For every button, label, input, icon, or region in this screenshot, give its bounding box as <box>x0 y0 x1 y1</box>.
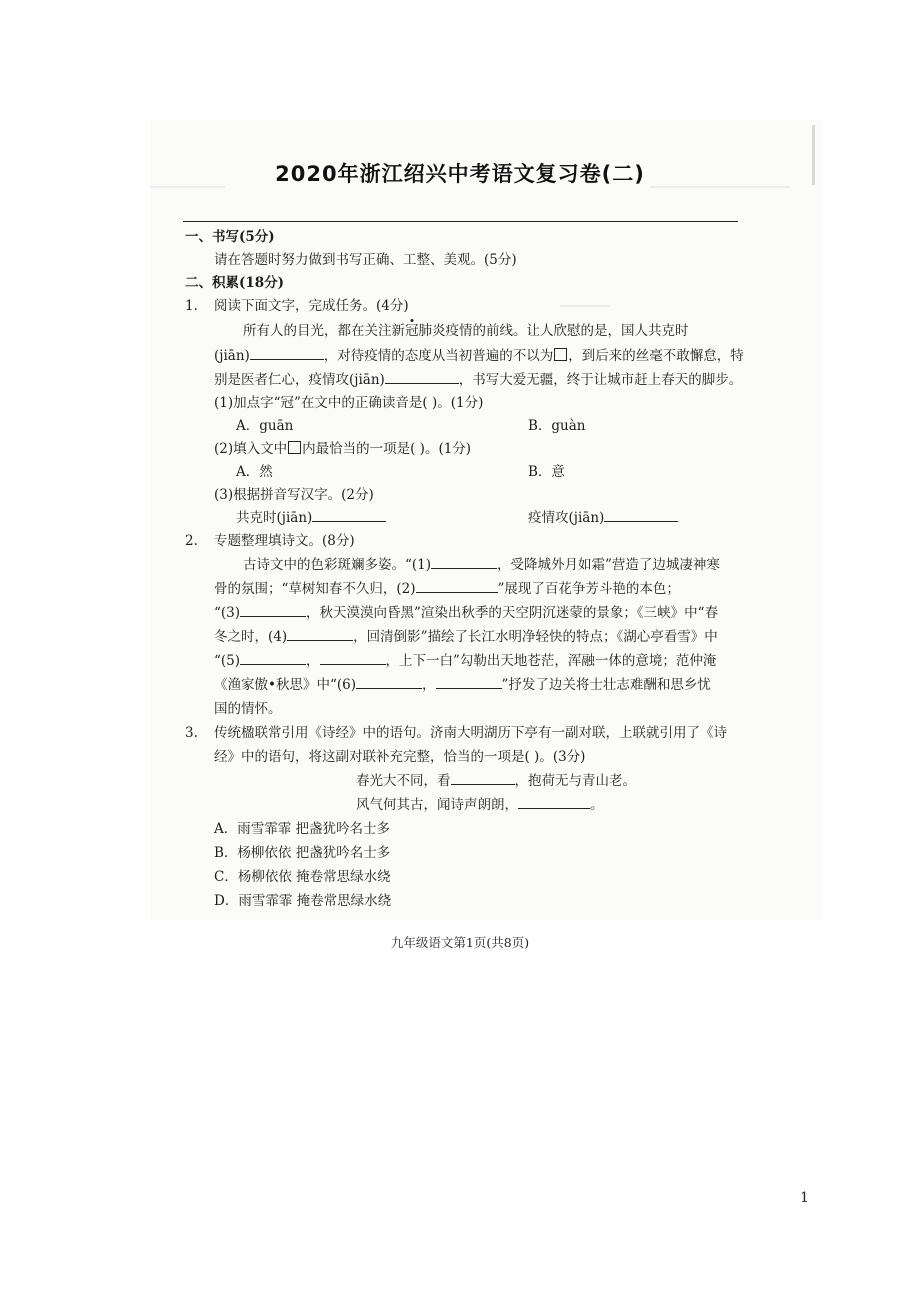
q3-line1: 传统楹联常引用《诗经》中的语句。济南大明湖历下亭有一副对联，上联就引用了《诗 <box>214 725 727 741</box>
answer-blank[interactable] <box>416 580 498 593</box>
question-text: ”展现了百花争芳斗艳的本色； <box>497 581 680 597</box>
title-rule <box>183 221 738 222</box>
q3-couplet-lower <box>356 796 604 814</box>
q2-line1 <box>243 556 720 574</box>
question-text: (2)填入文中 <box>214 441 288 457</box>
bleed-through-mark <box>560 305 610 307</box>
q1-passage-line1 <box>243 322 689 340</box>
q2-line7: 国的情怀。 <box>214 701 282 717</box>
q3-number: 3. <box>185 725 198 741</box>
question-text: ，受降城外月如霜”营造了边城凄神寒 <box>497 557 720 573</box>
question-text: 骨的氛围；“草树知春不久归，(2) <box>214 581 416 597</box>
q1-sub3-right <box>528 509 678 527</box>
question-text: ，秋天漠漠向昏黑”渲染出秋季的天空阴沉迷蒙的景象；《三峡》中“春 <box>306 605 719 621</box>
q1-sub1-option-b[interactable]: B．guàn <box>528 418 586 434</box>
question-text: 古诗文中的色彩斑斓多姿。“(1) <box>243 557 432 573</box>
answer-blank[interactable] <box>451 772 515 785</box>
q1-sub3-left <box>236 509 386 527</box>
page-title: 2020年浙江绍兴中考语文复习卷(二) <box>275 162 645 186</box>
couplet-text: 风气何其古，闻诗声朗朗， <box>356 797 518 813</box>
page-footer: 九年级语文第1页(共8页) <box>390 935 530 950</box>
answer-blank[interactable] <box>518 796 590 809</box>
answer-blank[interactable] <box>431 556 497 569</box>
q2-stem: 专题整理填诗文。(8分) <box>214 533 355 549</box>
q3-option-b[interactable]: B．杨柳依依 把盏犹吟名士多 <box>214 845 391 861</box>
question-text: ”抒发了边关将士壮志难酬和思乡忧 <box>501 677 711 693</box>
q2-line2 <box>214 580 680 598</box>
q1-passage-line3 <box>214 371 742 389</box>
answer-blank[interactable] <box>250 347 324 360</box>
passage-text: 别是医者仁心，疫情攻(jiān) <box>214 372 385 388</box>
fill-box[interactable] <box>554 348 567 361</box>
question-text: ， <box>422 677 436 693</box>
fill-box-icon <box>288 441 301 454</box>
question-text: ，上下一白”勾勒出天地苍茫，浑融一体的意境；范仲淹 <box>385 653 717 669</box>
question-text: ， <box>306 653 320 669</box>
q1-sub1: (1)加点字“冠”在文中的正确读音是( )。(1分) <box>214 395 484 411</box>
answer-blank[interactable] <box>604 509 678 522</box>
q2-number: 2. <box>185 533 198 549</box>
answer-blank[interactable] <box>240 652 306 665</box>
q2-line5 <box>214 652 716 670</box>
passage-text: ，到后来的丝毫不敢懈怠，特 <box>568 348 744 364</box>
question-text: 冬之时，(4) <box>214 629 288 645</box>
question-text: ，回清倒影”描绘了长江水明净轻快的特点；《湖心亭看雪》中 <box>353 629 718 645</box>
q3-option-d[interactable]: D．雨雪霏霏 掩卷常思绿水绕 <box>214 893 392 909</box>
q1-sub2-option-b[interactable]: B．意 <box>528 464 565 480</box>
q3-option-c[interactable]: C．杨柳依依 掩卷常思绿水绕 <box>214 869 391 885</box>
question-text: 内最恰当的一项是( )。(1分) <box>302 441 472 457</box>
section1-heading: 一、书写(5分) <box>185 229 275 245</box>
answer-blank[interactable] <box>312 509 386 522</box>
q1-sub1-option-a[interactable]: A．guān <box>236 418 294 434</box>
answer-blank[interactable] <box>287 628 353 641</box>
q2-line6 <box>214 676 711 694</box>
pinyin-hint: (jiān) <box>214 348 250 364</box>
couplet-text: 。 <box>590 797 604 813</box>
question-text: 共克时(jiān) <box>236 510 313 526</box>
answer-blank[interactable] <box>320 652 386 665</box>
q1-stem: 阅读下面文字，完成任务。(4分) <box>214 298 409 314</box>
q3-option-a[interactable]: A．雨雪霏霏 把盏犹吟名士多 <box>214 821 391 837</box>
q3-line2: 经》中的语句，将这副对联补充完整，恰当的一项是( )。(3分) <box>214 749 586 765</box>
q1-sub2-option-a[interactable]: A．然 <box>236 464 273 480</box>
answer-blank[interactable] <box>436 676 502 689</box>
passage-text: ，对待疫情的态度从当初普遍的不以为 <box>323 348 554 364</box>
passage-text: 肺炎疫情的前线。让人欣慰的是，国人共克时 <box>418 323 689 339</box>
answer-blank[interactable] <box>385 371 459 384</box>
question-text: 疫情攻(jiān) <box>528 510 605 526</box>
section2-heading: 二、积累(18分) <box>185 275 285 291</box>
q2-line4 <box>214 628 718 646</box>
page-number: 1 <box>800 1190 809 1206</box>
q1-sub3: (3)根据拼音写汉字。(2分) <box>214 487 374 503</box>
couplet-text: 春光大不同，看 <box>356 773 451 789</box>
answer-blank[interactable] <box>356 676 422 689</box>
answer-blank[interactable] <box>240 604 306 617</box>
q1-passage-line2 <box>214 347 744 365</box>
passage-text: ，书写大爱无疆，终于让城市赶上春天的脚步。 <box>458 372 743 388</box>
q1-sub2 <box>214 440 471 458</box>
passage-text: 所有人的目光，都在关注新 <box>243 323 405 339</box>
question-text: 《渔家傲•秋思》中“(6) <box>214 677 356 693</box>
question-text: “(3) <box>214 605 241 621</box>
question-text: “(5) <box>214 653 241 669</box>
section1-text: 请在答题时努力做到书写正确、工整、美观。(5分) <box>214 252 517 268</box>
q1-number: 1. <box>185 298 198 314</box>
q3-couplet-upper <box>356 772 636 790</box>
q2-line3 <box>214 604 718 622</box>
couplet-text: ，抱荷无与青山老。 <box>514 773 636 789</box>
emphasis-dot-char: 冠 <box>405 323 419 339</box>
